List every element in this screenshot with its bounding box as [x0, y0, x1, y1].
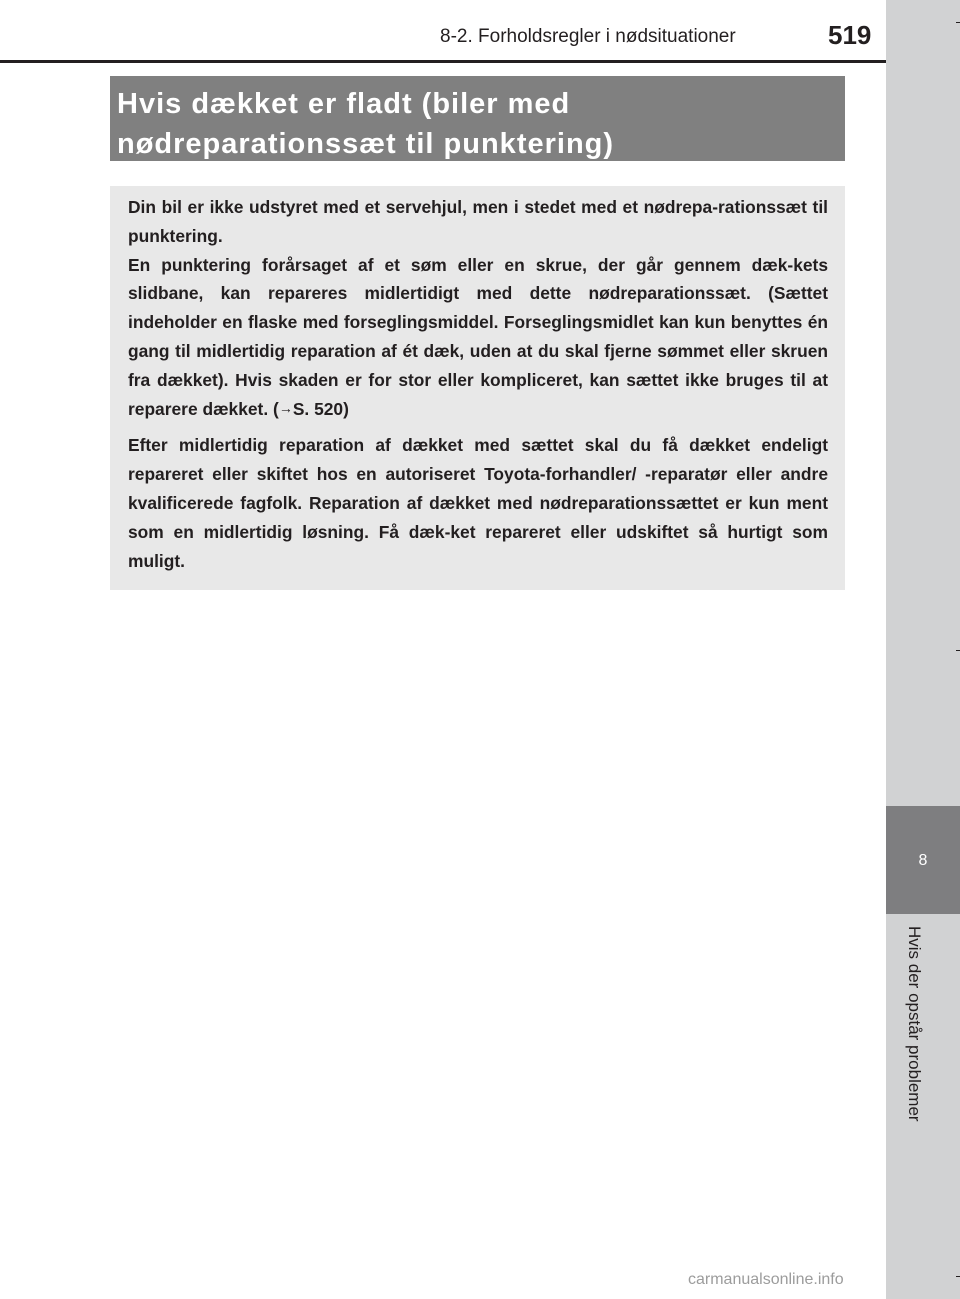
watermark: carmanualsonline.info	[688, 1271, 844, 1288]
page-title-line-1: Hvis dækket er fladt (biler med	[117, 88, 571, 120]
crop-mark	[956, 650, 960, 651]
page-number: 519	[828, 20, 872, 50]
crop-mark	[956, 1276, 960, 1277]
reference-open-paren: (	[273, 398, 279, 419]
paragraph-intro: Din bil er ikke udstyret med et servehjul, men i stedet med et nødrepa-rationssæt til punktering.	[128, 197, 828, 246]
info-box-text	[128, 193, 828, 575]
paragraph-puncture-text: En punktering forårsaget af et søm eller en skrue, der går gennem dæk-kets slidbane, kan repareres midlertidigt med dette nødreparationssæt. (Sættet indeholder en flaske med forseglingsmiddel. Forseglingsmidlet kan kun benyttes én gang til midlertidig reparation af ét dæk, uden at du skal fjerne sømmet eller skruen fra dækket). Hvis skaden er for stor eller kompliceret, kan sættet ikke bruges til at reparere dækket.	[128, 254, 828, 419]
paragraph-after-repair: Efter midlertidig reparation af dækket med sættet skal du få dækket endeligt repareret eller skiftet hos en autoriseret Toyota-forhandler/ -reparatør eller andre kvalificerede fagfolk. Reparation af dækket med nødreparationssættet er kun ment som en midlertidig løsning. Få dæk-ket repareret eller udskiftet så hurtigt som muligt.	[128, 435, 828, 571]
header-rule	[0, 60, 886, 63]
arrow-right-icon: →	[278, 399, 293, 416]
page-title-line-2: nødreparationssæt til punktering)	[117, 128, 615, 160]
crop-mark	[956, 22, 960, 23]
page-reference[interactable]	[273, 399, 349, 419]
chapter-number: 8	[918, 852, 928, 869]
paragraph-puncture	[128, 251, 828, 425]
page-title	[117, 84, 837, 164]
section-heading: 8-2. Forholdsregler i nødsituationer	[440, 26, 736, 47]
reference-text: S. 520)	[292, 398, 349, 419]
chapter-label: Hvis der opstår problemer	[905, 926, 924, 1122]
